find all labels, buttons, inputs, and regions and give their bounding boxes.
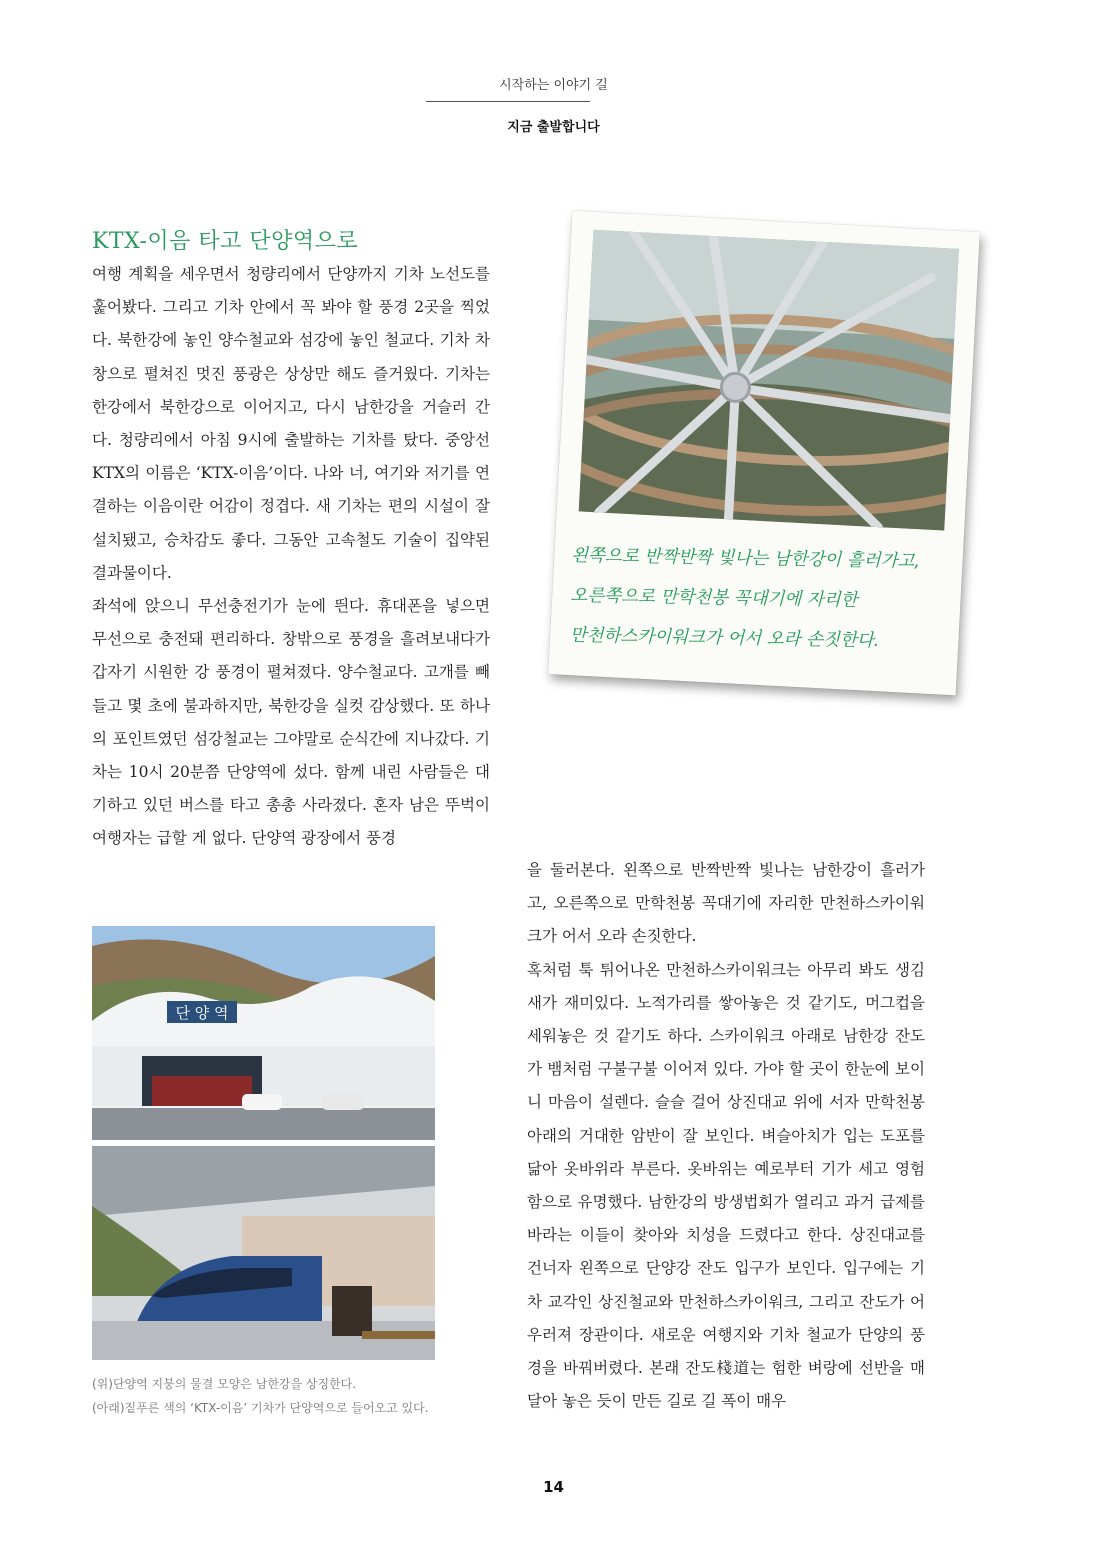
running-header-title: 지금 출발합니다 xyxy=(507,120,600,135)
article-column-left xyxy=(92,258,490,856)
handwriting-line: 오른쪽으로 만학천봉 꼭대기에 자리한 xyxy=(570,585,858,611)
article-column-right xyxy=(527,854,925,1418)
paragraph: 좌석에 앉으니 무선충전기가 눈에 띈다. 휴대폰을 넣으면 무선으로 충전돼 편리하다. 창밖으로 풍경을 흘려보내다가 갑자기 시원한 강 풍경이 펼쳐졌다. 양수철교다. 고개를 빼들고 몇 초에 불과하지만, 북한강을 실컷 감상했다. 또 하나의 포인트였던 섬강철교는 그야말로 순식간에 지나갔다. 기차는 10시 20분쯤 단양역에 섰다. 함께 내린 사람들은 대기하고 있던 버스를 타고 총총 사라졌다. 혼자 남은 뚜벅이 여행자는 급할 게 없다. 단양역 광장에서 풍경 xyxy=(92,597,490,848)
paragraph: 여행 계획을 세우면서 청량리에서 단양까지 기차 노선도를 훑어봤다. 그리고 기차 안에서 꼭 봐야 할 풍경 2곳을 찍었다. 북한강에 놓인 양수철교와 섬강에 놓인 철교다. 기차 차창으로 펼쳐진 멋진 풍광은 상상만 해도 즐거웠다. 기차는 한강에서 북한강으로 이어지고, 다시 남한강을 거슬러 간다. 청량리에서 아침 9시에 출발하는 기차를 탔다. 중앙선 KTX의 이름은 ‘KTX-이음’이다. 나와 너, 여기와 저기를 연결하는 이음이란 어감이 정겹다. 새 기차는 편의 시설이 잘 설치됐고, 승차감도 좋다. 그동안 고속철도 기술이 집약된 결과물이다. xyxy=(92,265,490,582)
handwriting-line: 만천하스카이워크가 어서 오라 손짓한다. xyxy=(569,625,880,652)
station-sign: 단 양 역 xyxy=(175,1004,229,1022)
train-illustration xyxy=(92,1146,435,1360)
paragraph: 혹처럼 툭 튀어나온 만천하스카이워크는 아무리 봐도 생김새가 재미있다. 노적가리를 쌓아놓은 것 같기도, 머그컵을 세워놓은 것 같기도 하다. 스카이워크 아래로 남한강 잔도가 뱀처럼 구불구불 이어져 있다. 가야 할 곳이 한눈에 보이니 마음이 설렌다. 슬슬 걸어 상진대교 위에 서자 만학천봉 아래의 거대한 암반이 잘 보인다. 벼슬아치가 입는 도포를 닮아 옷바위라 부른다. 옷바위는 예로부터 기가 세고 영험함으로 유명했다. 남한강의 방생법회가 열리고 과거 급제를 바라는 이들이 찾아와 치성을 드렸다고 한다. 상진대교를 건너자 왼쪽으로 단양강 잔도 입구가 보인다. 입구에는 기차 교각인 상진철교와 만천하스카이워크, 그리고 잔도가 어우러져 장관이다. 새로운 여행지와 기차 철교가 단양의 풍경을 바꿔버렸다. 본래 잔도棧道는 험한 벼랑에 선반을 매달아 놓은 듯이 만든 길로 길 폭이 매우 xyxy=(527,960,925,1411)
station-illustration xyxy=(92,926,435,1140)
photo-caption-bottom: (아래)짙푸른 색의 ‘KTX-이음’ 기차가 단양역으로 들어오고 있다. xyxy=(92,1401,429,1415)
header-divider xyxy=(426,101,590,102)
photo-caption-top: (위)단양역 지붕의 물결 모양은 남한강을 상징한다. xyxy=(92,1377,357,1391)
section-title: KTX-이음 타고 단양역으로 xyxy=(92,229,359,254)
ktx-eum-train-photo xyxy=(92,1146,435,1360)
handwritten-note xyxy=(569,536,951,663)
handwriting-line: 왼쪽으로 반짝반짝 빛나는 남한강이 흘러가고, xyxy=(570,545,921,572)
polaroid-photo-card xyxy=(548,211,980,696)
skywalk-illustration xyxy=(579,230,959,531)
running-header-subtitle: 시작하는 이야기 길 xyxy=(499,78,608,93)
danyang-station-photo xyxy=(92,926,435,1140)
skywalk-photo xyxy=(579,230,959,531)
page-number: 14 xyxy=(543,1478,564,1496)
paragraph: 을 둘러본다. 왼쪽으로 반짝반짝 빛나는 남한강이 흘러가고, 오른쪽으로 만학천봉 꼭대기에 자리한 만천하스카이워크가 어서 오라 손짓한다. xyxy=(527,861,925,946)
